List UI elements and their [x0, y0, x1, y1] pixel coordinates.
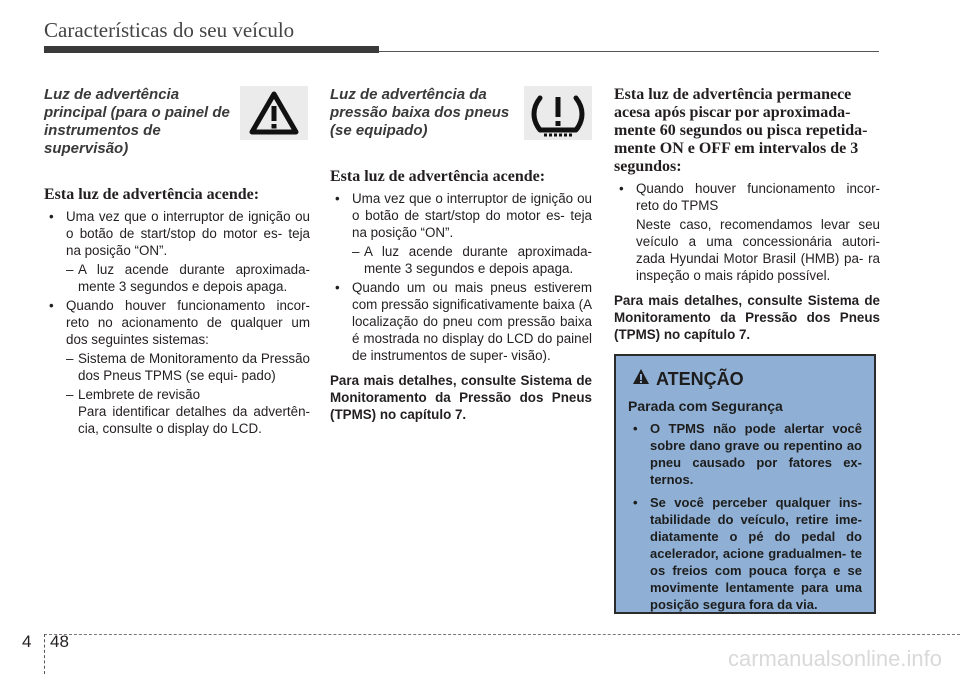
caution-header [632, 368, 862, 390]
bullet-list [614, 180, 880, 284]
list-item [44, 297, 310, 437]
header-rule-thin [379, 51, 879, 52]
caution-subtitle: Parada com Segurança [628, 398, 783, 414]
caution-title: ATENÇÃO [656, 369, 744, 389]
list-item [330, 279, 592, 364]
column-master-warning [44, 86, 310, 439]
section-heading: Esta luz de advertência acende: [44, 186, 260, 203]
column-tpms-malfunction [614, 86, 880, 343]
footer-rule [44, 634, 960, 635]
dash-item: – A luz acende durante aproximada- mente 3 segundos e depois apaga. [44, 261, 310, 295]
watermark: carmanualsonline.info [727, 646, 942, 671]
note-text: Neste caso, recomendamos levar seu veículo a uma concessionária autori- zada Hyundai Motor Brasil (HMB) pa- ra inspeção o mais rápido possível. [636, 217, 880, 283]
header-rule-thick [44, 46, 379, 53]
dash-item: – A luz acende durante aproximada- mente 3 segundos e depois apaga. [330, 243, 592, 277]
chapter-number: 4 [22, 632, 32, 651]
section-heading: Esta luz de advertência permanece acesa após piscar por aproximada- mente 60 segundos ou pisca repetida- mente ON e OFF em intervalos de 3 segundos: [614, 86, 868, 175]
chapter-title: Características do seu veículo [44, 18, 295, 42]
list-item [330, 190, 592, 277]
list-item: • O TPMS não pode alertar você sobre dano grave ou repentino ao pneu causado por fatores ex- ternos. [628, 420, 862, 488]
list-item [44, 208, 310, 295]
section-heading: Esta luz de advertência acende: [330, 168, 546, 185]
caution-list [628, 420, 862, 613]
section-title: Luz de advertência principal (para o painel de instrumentos de supervisão) [44, 86, 230, 157]
bullet-list [44, 208, 310, 437]
note-text: Para identificar detalhes da advertên- cia, consulte o display do LCD. [78, 404, 310, 436]
column-tire-pressure [330, 86, 592, 423]
bullet-text: Quando houver funcionamento incor- reto no acionamento de qualquer um dos seguintes sistemas: [66, 298, 310, 347]
dash-item: – Lembrete de revisão [44, 386, 310, 403]
bullet-text: Quando um ou mais pneus estiverem com pressão significativamente baixa (A localização do pneu com pressão baixa é mostrada no display do LCD do painel de instrumentos de super- visão). [352, 280, 592, 363]
list-item: • Se você perceber qualquer ins- tabilidade do veículo, retire ime- diatamente o pé do pedal do acelerador, acione gradualmen- te os freios com pouca força e se movimente lentamente para uma posição segura fora da via. [628, 494, 862, 613]
bullet-text: Uma vez que o interruptor de ignição ou o botão de start/stop do motor es- teja na posição “ON”. [352, 191, 592, 240]
caution-triangle-icon [632, 368, 650, 390]
page-number-separator [44, 634, 45, 674]
reference-note: Para mais detalhes, consulte Sistema de Monitoramento da Pressão dos Pneus (TPMS) no capítulo 7. [330, 373, 592, 422]
bullet-list [330, 190, 592, 364]
section-title: Luz de advertência da pressão baixa dos pneus (se equipado) [330, 86, 510, 139]
page-number: 48 [50, 632, 69, 651]
bullet-text: Quando houver funcionamento incor- reto do TPMS [636, 181, 880, 213]
bullet-text: Uma vez que o interruptor de ignição ou o botão de start/stop do motor es- teja na posição “ON”. [66, 209, 310, 258]
dash-item: – Sistema de Monitoramento da Pressão dos Pneus TPMS (se equi- pado) [44, 350, 310, 384]
caution-box [614, 354, 876, 614]
list-item [614, 180, 880, 284]
reference-note: Para mais detalhes, consulte Sistema de Monitoramento da Pressão dos Pneus (TPMS) no capítulo 7. [614, 293, 880, 342]
